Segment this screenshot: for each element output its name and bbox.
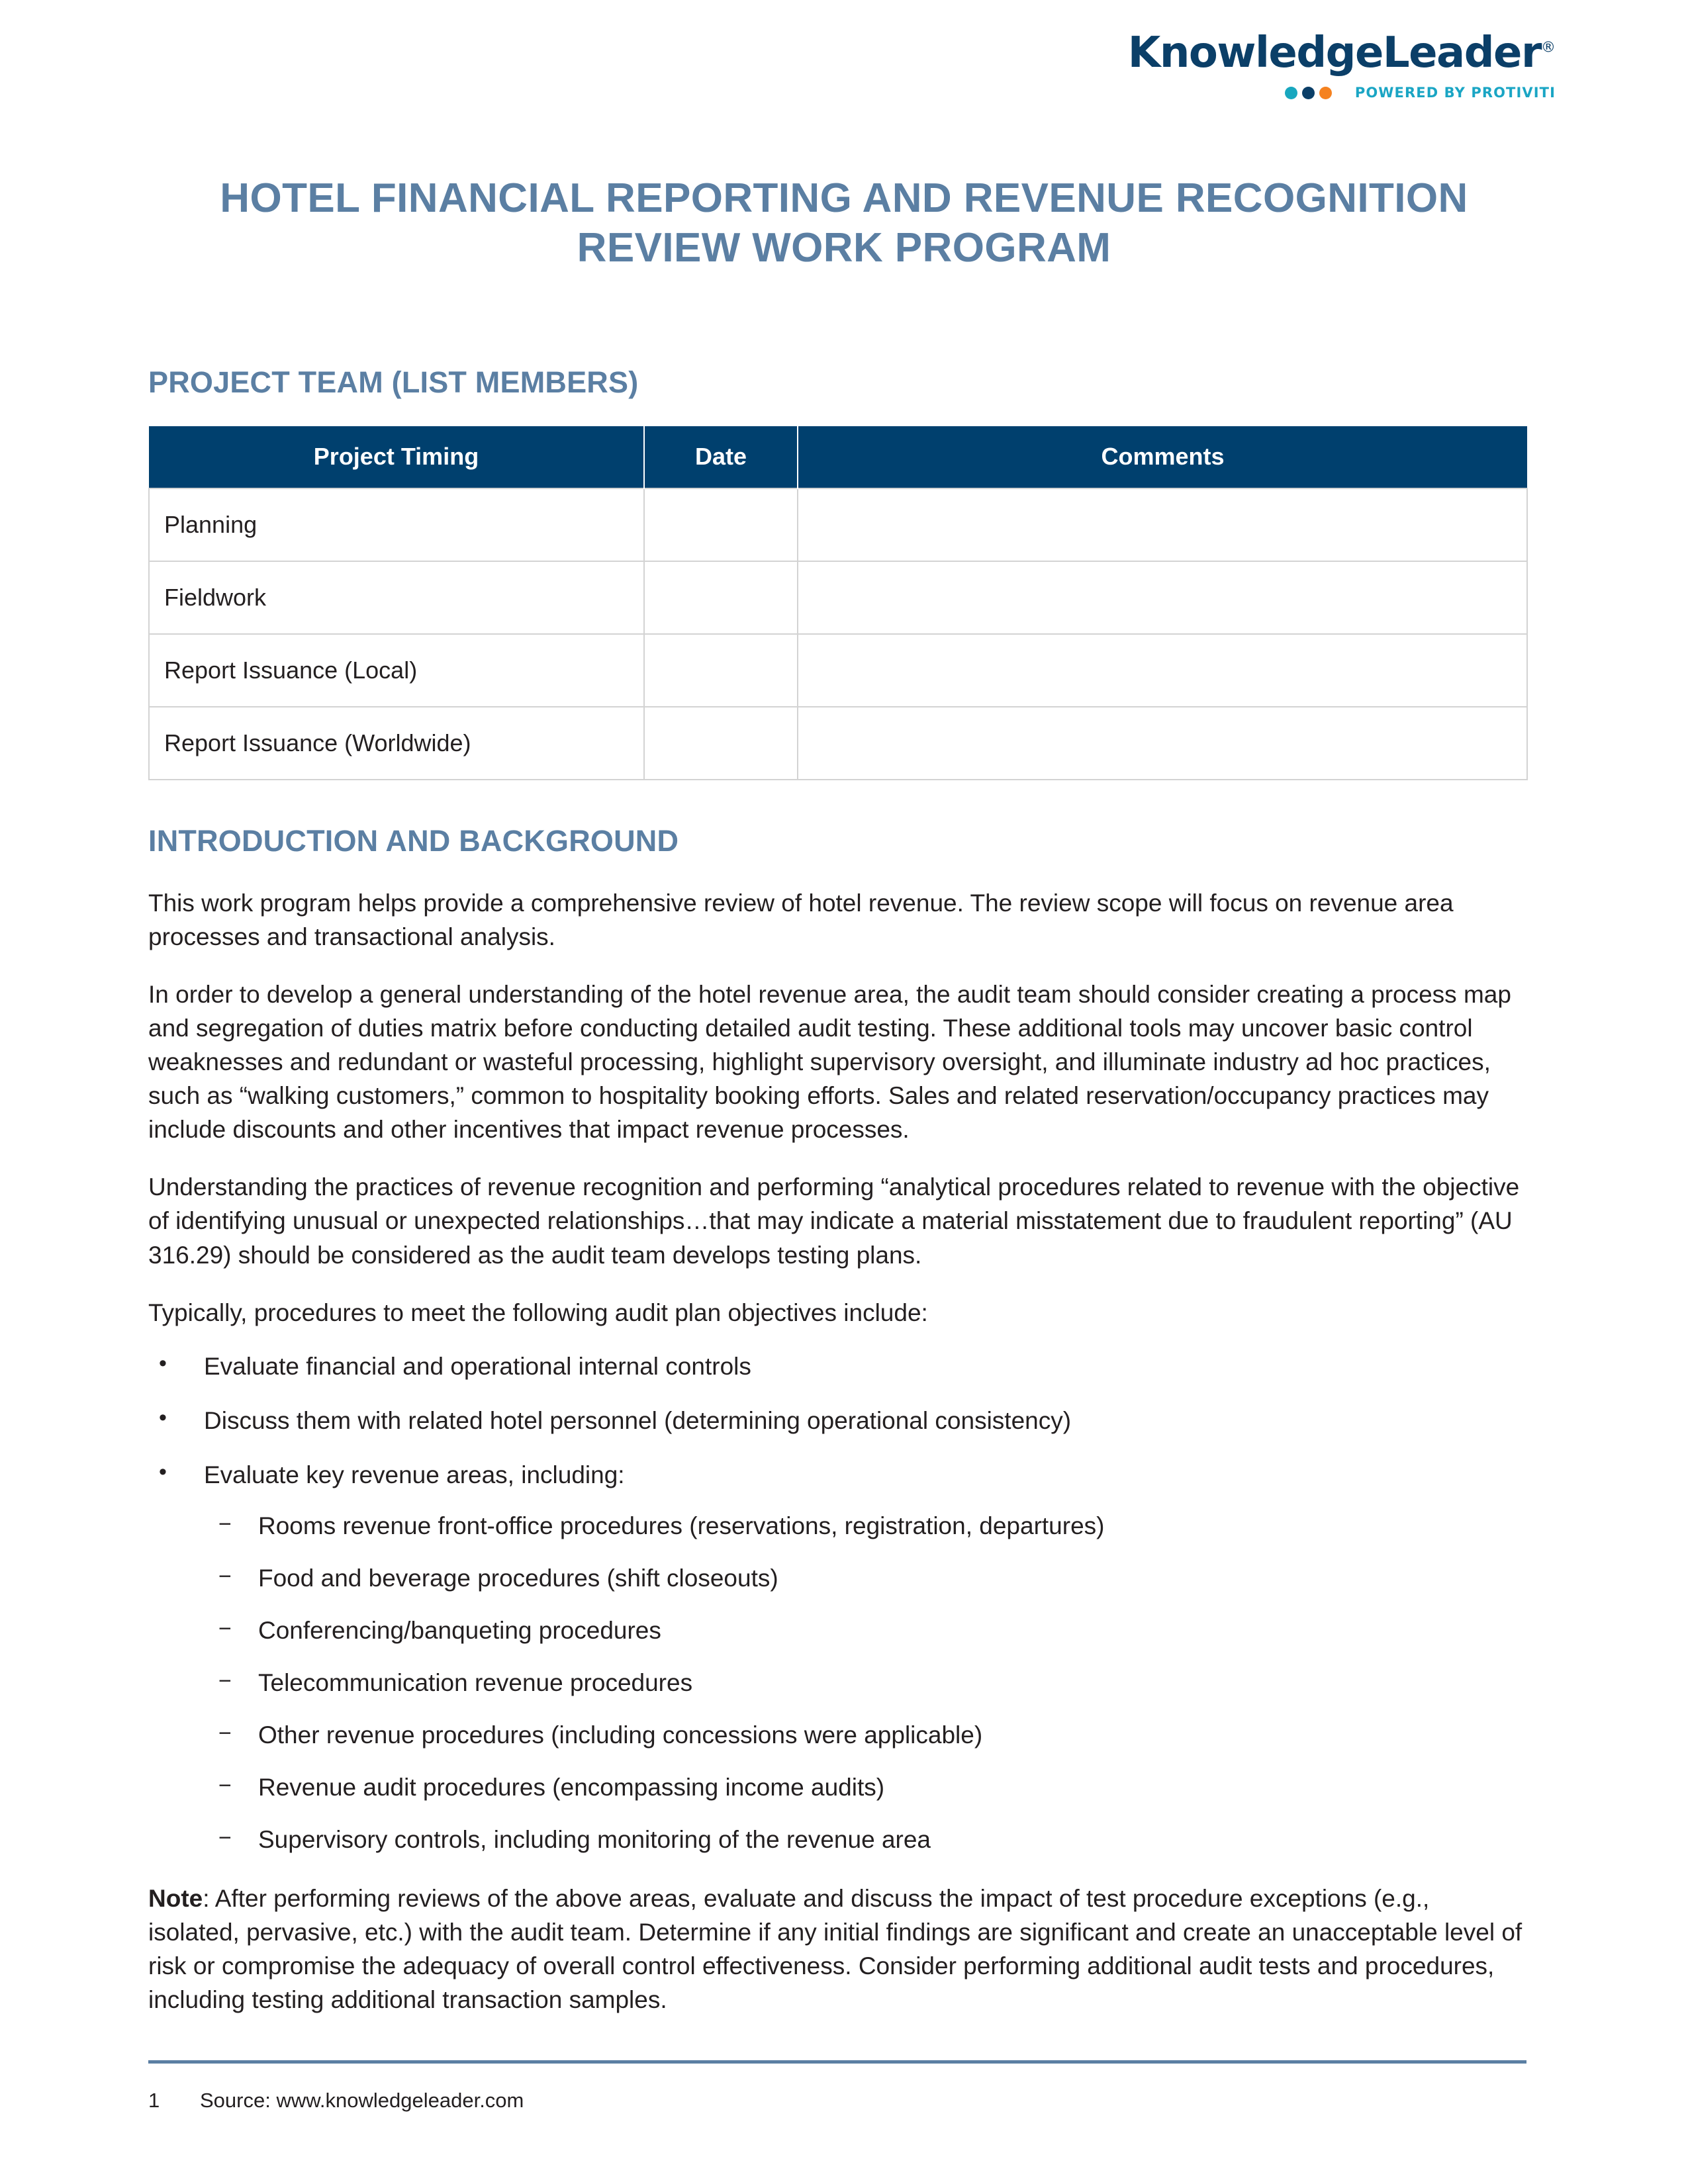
list-item [204,1509,1526,1543]
list-lead-in: Typically, procedures to meet the following audit plan objectives include: [148,1298,928,1326]
knowledgeleader-logo [1127,28,1556,101]
revenue-areas-sublist [204,1509,1526,1856]
cell-timing: Planning [149,488,644,561]
cell-comments[interactable] [798,634,1527,707]
registered-trademark-icon: ® [1541,39,1556,56]
intro-paragraph-2: In order to develop a general understanding of the hotel revenue area, the audit team should consider creating a process map and segregation of duties matrix before conducting detailed audit testing. These additional tools may uncover basic control weaknesses and redundant or wasteful processing, highlight supervisory oversight, and illuminate industry ad hoc practices, such as “walking customers,” common to hospitality booking efforts. Sales and related reservation/occupancy practices may include discounts and other incentives that impact revenue processes. [148,981,1511,1144]
sub-list-item-label: Supervisory controls, including monitoring of the revenue area [258,1826,931,1854]
sub-list-item-label: Food and beverage procedures (shift closeouts) [258,1564,778,1592]
note-label: Note [148,1885,203,1913]
project-timing-table [148,426,1528,781]
list-item [204,1823,1526,1856]
column-header-comments: Comments [798,426,1527,489]
list-item [204,1770,1526,1804]
column-header-date: Date [644,426,798,489]
section-heading-introduction: INTRODUCTION AND BACKGROUND [148,824,679,858]
footer-divider [148,2060,1526,2064]
column-header-project-timing: Project Timing [149,426,644,489]
intro-paragraph-3: Understanding the practices of revenue recognition and performing “analytical procedures related to revenue with the objective of identifying unusual or unexpected relationships…that may indicate a material misstatement due to fraudulent reporting” (AU 316.29) should be considered as the audit team develops testing plans. [148,1173,1520,1269]
cell-timing: Report Issuance (Local) [149,634,644,707]
brand-dot-orange-icon [1319,87,1332,99]
note-text: : After performing reviews of the above areas, evaluate and discuss the impact of test procedure exceptions (e.g., isolated, pervasive, etc.) with the audit team. Determine if any initial findings are significant and create an unacceptable level of risk or compromise the adequacy of overall control effectiveness. Consider performing additional audit tests and procedures, including testing additional transaction samples. [148,1885,1523,2014]
sub-list-item-label: Other revenue procedures (including concessions were applicable) [258,1721,983,1749]
brand-dots-icon [1285,87,1332,99]
logo-wordmark [1127,28,1556,77]
list-item [204,1666,1526,1700]
page-footer [148,2060,1526,2113]
note-paragraph [148,1882,1526,2017]
cell-comments[interactable] [798,488,1527,561]
objectives-list [148,1349,1526,1856]
cell-date[interactable] [644,707,798,780]
cell-timing: Fieldwork [149,561,644,634]
list-item [148,1349,1526,1383]
list-item [204,1614,1526,1647]
sub-list-item-label: Telecommunication revenue procedures [258,1668,693,1696]
cell-date[interactable] [644,488,798,561]
logo-wordmark-text: KnowledgeLeader [1127,28,1541,77]
page-number: 1 [148,2089,160,2112]
logo-tagline [1128,86,1556,100]
table-row [149,488,1527,561]
cell-date[interactable] [644,634,798,707]
brand-dot-navy-icon [1302,87,1315,99]
cell-comments[interactable] [798,707,1527,780]
cell-date[interactable] [644,561,798,634]
list-item [204,1561,1526,1595]
table-row [149,561,1527,634]
list-item-label: Discuss them with related hotel personnel (determining operational consistency) [204,1406,1072,1434]
sub-list-item-label: Rooms revenue front-office procedures (reservations, registration, departures) [258,1512,1105,1539]
intro-paragraph-1: This work program helps provide a comprehensive review of hotel revenue. The review scope will focus on revenue area processes and transactional analysis. [148,889,1454,951]
tagline-text: POWERED BY PROTIVITI [1354,85,1556,101]
document-content [148,365,1526,2040]
list-item-label: Evaluate key revenue areas, including: [204,1461,625,1488]
cell-timing: Report Issuance (Worldwide) [149,707,644,780]
footer-content [148,2089,1526,2113]
list-item-label: Evaluate financial and operational internal controls [204,1352,751,1380]
table-row [149,634,1527,707]
cell-comments[interactable] [798,561,1527,634]
list-item [204,1718,1526,1752]
footer-source-text: Source: www.knowledgeleader.com [200,2089,524,2112]
table-row [149,707,1527,780]
table-header-row [149,426,1527,489]
sub-list-item-label: Revenue audit procedures (encompassing income audits) [258,1773,885,1801]
brand-dot-teal-icon [1285,87,1297,99]
sub-list-item-label: Conferencing/banqueting procedures [258,1616,661,1644]
list-item [148,1404,1526,1437]
page-title: HOTEL FINANCIAL REPORTING AND REVENUE RECOGNITION REVIEW WORK PROGRAM [220,175,1468,271]
list-item [148,1458,1526,1856]
section-heading-project-team: PROJECT TEAM (LIST MEMBERS) [148,365,639,399]
